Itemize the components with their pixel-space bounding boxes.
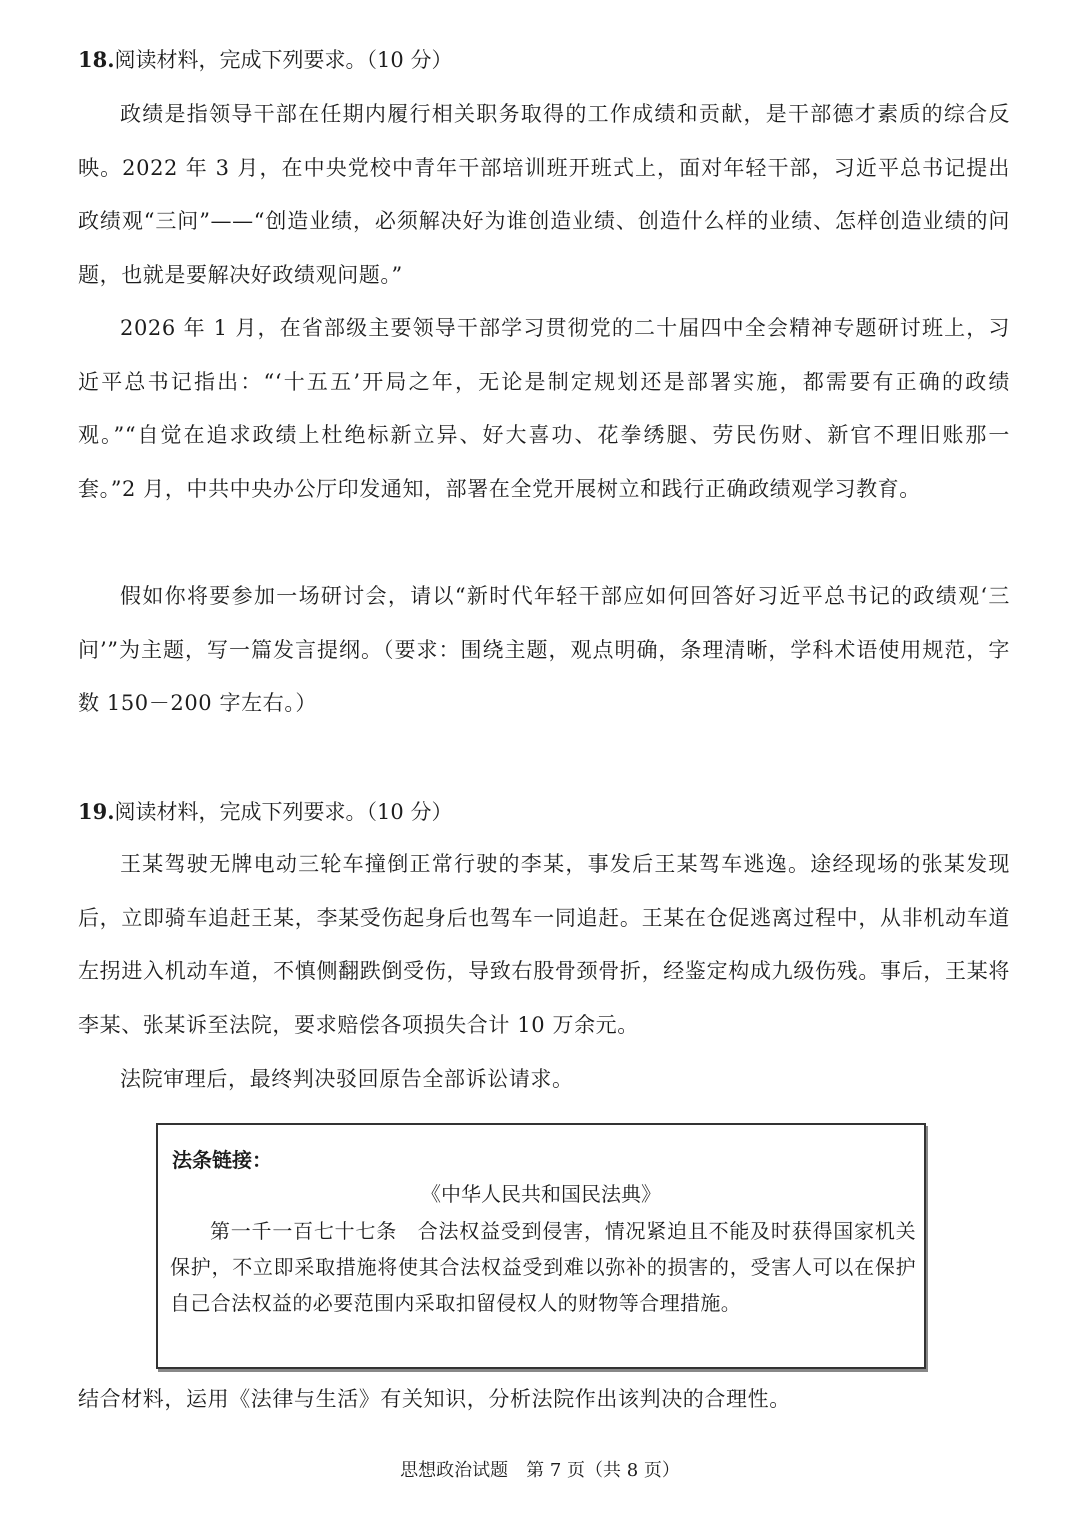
law-article-text: 第一千一百七十七条 合法权益受到侵害，情况紧迫且不能及时获得国家机关保护，不立即采取措施将使其合法权益受到难以弥补的损害的，受害人可以在保护自己合法权益的必要范围内采取扣留侵权人的财物等合理措施。 xyxy=(170,1219,916,1315)
question-19-material-2: 法院审理后，最终判决驳回原告全部诉讼请求。 xyxy=(120,1067,574,1091)
question-18-title xyxy=(78,45,452,75)
question-19-material-1: 王某驾驶无牌电动三轮车撞倒正常行驶的李某，事发后王某驾车逃逸。途经现场的张某发现后，立即骑车追赶王某，李某受伤起身后也驾车一同追赶。王某在仓促逃离过程中，从非机动车道左拐进入机动车道，不慎侧翻跌倒受伤，导致右股骨颈骨折，经鉴定构成九级伤残。事后，王某将李某、张某诉至法院，要求赔偿各项损失合计 10 万余元。 xyxy=(78,852,1010,1037)
law-name: 《中华人民共和国民法典》 xyxy=(421,1182,661,1206)
question-19-number: 19. xyxy=(78,799,115,824)
question-19-task: 结合材料，运用《法律与生活》有关知识，分析法院作出该判决的合理性。 xyxy=(78,1387,791,1411)
question-18-task: 假如你将要参加一场研讨会，请以“新时代年轻干部应如何回答好习近平总书记的政绩观‘三问’”为主题，写一篇发言提纲。（要求：围绕主题，观点明确，条理清晰，学科术语使用规范，字数 150－200 字左右。） xyxy=(78,584,1010,716)
law-link-box xyxy=(156,1123,926,1369)
question-18-instruction: 阅读材料，完成下列要求。（10 分） xyxy=(114,48,453,72)
question-19-instruction: 阅读材料，完成下列要求。（10 分） xyxy=(114,800,453,824)
question-19-title xyxy=(78,797,452,827)
question-18-number: 18. xyxy=(78,47,115,72)
law-link-heading: 法条链接： xyxy=(172,1148,272,1172)
question-18-material-1: 政绩是指领导干部在任期内履行相关职务取得的工作成绩和贡献，是干部德才素质的综合反映。2022 年 3 月，在中央党校中青年干部培训班开班式上，面对年轻干部，习近平总书记提出政绩观“三问”——“创造业绩，必须解决好为谁创造业绩、创造什么样的业绩、怎样创造业绩的问题，也就是要解决好政绩观问题。” xyxy=(78,102,1010,287)
page-footer: 思想政治试题 第 7 页（共 8 页） xyxy=(400,1460,680,1481)
question-18-material-2: 2026 年 1 月，在省部级主要领导干部学习贯彻党的二十届四中全会精神专题研讨班上，习近平总书记指出：“‘十五五’开局之年，无论是制定规划还是部署实施，都需要有正确的政绩观。”“自觉在追求政绩上杜绝标新立异、好大喜功、花拳绣腿、劳民伤财、新官不理旧账那一套。”2 月，中共中央办公厅印发通知，部署在全党开展树立和践行正确政绩观学习教育。 xyxy=(78,316,1010,501)
